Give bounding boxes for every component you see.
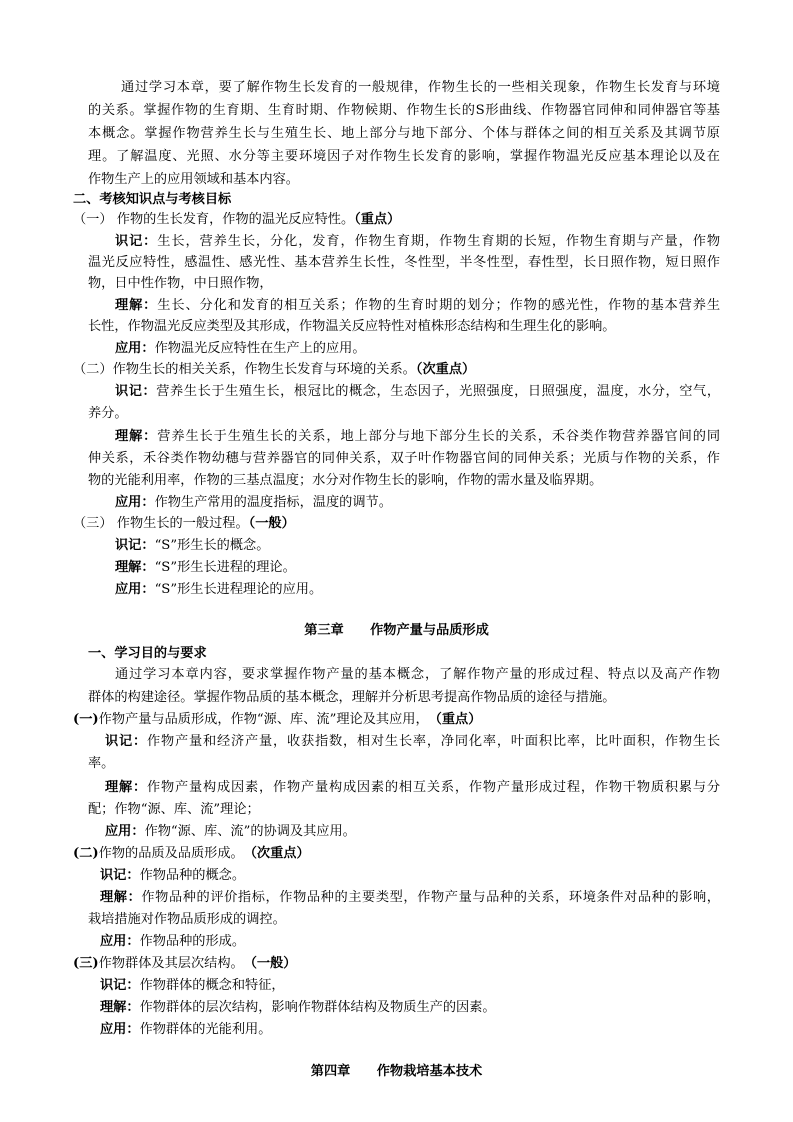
recall-text: 作物群体的概念和特征， (139, 978, 285, 993)
understand-text: 作物品种的评价指标，作物品种的主要类型，作物产量与品种的关系，环境条件对品种的影响， (141, 890, 720, 905)
ch3-item-1-recall-line-1 (105, 733, 720, 751)
item-text: 作物产量与品质形成，作物“源、库、流”理论及其应用， (98, 712, 436, 727)
apply-label: 应用： (115, 341, 155, 356)
understand-text: 营养生长于生殖生长的关系，地上部分与地下部分生长的关系，禾谷类作物营养器官间的同 (157, 429, 721, 444)
item-label: (一) (73, 712, 99, 727)
chapter-4-title: 第四章 作物栽培基本技术 (310, 1064, 483, 1079)
apply-text: 作物生产常用的温度指标，温度的调节。 (154, 495, 392, 510)
item-level: （次重点） (415, 362, 476, 377)
sec2-item-1-recall-line-2: 温光反应特性，感温性、感光性、基本营养生长性，冬性型，半冬性型，春性型，长日照作物，短日照作 (88, 255, 720, 270)
understand-label: 理解： (105, 780, 147, 795)
sec2-item-2-understand-line-3: 物的光能利用率，作物的三基点温度；水分对作物生长的影响，作物的需水量及临界期。 (88, 473, 603, 488)
recall-label: 识记： (105, 734, 147, 749)
recall-text: 作物产量和经济产量，收获指数，相对生长率，净同化率，叶面积比率，比叶面积，作物生长 (147, 734, 721, 749)
sec2-item-2-understand-line-1 (115, 428, 720, 446)
sec2-item-1-understand-line-2: 长性，作物温光反应类型及其形成，作物温关反应特性对植株形态结构和生理生化的影响。 (88, 319, 616, 334)
ch3-item-3-title (73, 955, 296, 973)
sec2-item-1-recall-line-1 (115, 233, 720, 251)
understand-label: 理解： (100, 890, 142, 905)
item-text: 作物的生长发育，作物的温光反应特性。 (112, 212, 355, 227)
apply-label: 应用： (100, 1022, 140, 1037)
sec2-item-1-title (73, 211, 400, 229)
sec2-item-2-title (73, 361, 475, 379)
item-level: （一般） (250, 956, 297, 971)
recall-text: 作物品种的概念。 (139, 868, 246, 883)
sec2-item-2-recall-line-2: 养分。 (88, 406, 128, 421)
sec2-item-2-understand-line-2: 伸关系，禾谷类作物幼穗与营养器官的同伸关系，双子叶作物器官间的同伸关系；光质与作物的关系，作 (88, 451, 720, 466)
understand-label: 理解： (115, 298, 158, 313)
ch3-item-2-title (73, 845, 310, 863)
apply-text: 作物温光反应特性在生产上的应用。 (154, 341, 366, 356)
chapter-3-title: 第三章 作物产量与品质形成 (304, 623, 489, 638)
ch3-item-1-understand-line-2: 配；作物“源、库、流”理论； (88, 802, 260, 817)
ch3-item-3-recall (100, 977, 285, 995)
intro-line-4: 理。了解温度、光照、水分等主要环境因子对作物生长发育的影响，掌握作物温光反应基本理论以及在 (88, 149, 720, 164)
recall-label: 识记： (100, 868, 140, 883)
understand-label: 理解： (115, 560, 155, 575)
sec2-item-3-recall (115, 537, 269, 555)
chapter-3-heading: 一、学习目的与要求 (88, 646, 207, 661)
apply-text: “S”形生长进程理论的应用。 (154, 582, 323, 597)
sec2-item-3-title (73, 515, 295, 533)
item-level: （一般） (248, 516, 295, 531)
understand-label: 理解： (115, 429, 158, 444)
recall-text: 营养生长于生殖生长，根冠比的概念，生态因子，光照强度，日照强度，温度，水分，空气， (156, 384, 721, 399)
item-text: 作物群体及其层次结构。 (98, 956, 251, 971)
apply-text: 作物“源、库、流”的协调及其应用。 (144, 824, 356, 839)
ch3-item-2-understand-line-1 (100, 889, 720, 907)
apply-label: 应用： (105, 824, 145, 839)
ch3-item-3-understand (100, 999, 496, 1017)
item-text: 作物生长的相关关系，作物生长发育与环境的关系。 (112, 362, 416, 377)
item-label: (二) (73, 846, 99, 861)
chapter-3-intro-line-1: 通过学习本章内容，要求掌握作物产量的基本概念，了解作物产量的形成过程、特点以及高产作物 (115, 667, 720, 682)
intro-line-3: 本概念。掌握作物营养生长与生殖生长、地上部分与地下部分、个体与群体之间的相互关系及其调节原 (88, 126, 720, 141)
item-text: 作物的品质及品质形成。 (98, 846, 251, 861)
apply-label: 应用： (115, 582, 155, 597)
chapter-3-intro-line-2: 群体的构建途径。掌握作物品质的基本概念，理解并分析思考提高作物品质的途径与措施。 (88, 690, 616, 705)
sec2-item-1-apply (115, 340, 366, 358)
ch3-item-2-apply (100, 933, 245, 951)
item-label: （三） (73, 516, 113, 531)
sec2-item-3-understand (115, 559, 296, 577)
item-label: （二） (73, 362, 113, 377)
recall-label: 识记： (115, 538, 155, 553)
apply-text: 作物品种的形成。 (139, 934, 246, 949)
item-text: 作物生长的一般过程。 (112, 516, 249, 531)
ch3-item-2-recall (100, 867, 245, 885)
item-level: （次重点） (250, 846, 310, 861)
ch3-item-1-recall-line-2: 率。 (88, 756, 115, 771)
ch3-item-1-title (73, 711, 481, 729)
sec2-item-2-apply (115, 494, 392, 512)
section-heading-exam-points: 二、考核知识点与考核目标 (73, 192, 232, 207)
recall-label: 识记： (115, 234, 158, 249)
intro-line-5: 作物生产上的应用领域和基本内容。 (88, 172, 299, 187)
apply-label: 应用： (100, 934, 140, 949)
intro-line-2: 的关系。掌握作物的生育期、生育时期、作物候期、作物生长的S形曲线、作物器官同伸和同伸器官等基 (88, 103, 720, 118)
understand-text: “S”形生长进程的理论。 (154, 560, 296, 575)
sec2-item-3-apply (115, 581, 322, 599)
ch3-item-2-understand-line-2: 栽培措施对作物品质形成的调控。 (88, 912, 286, 927)
ch3-item-3-apply (100, 1021, 271, 1039)
apply-text: 作物群体的光能利用。 (139, 1022, 272, 1037)
understand-label: 理解： (100, 1000, 140, 1015)
recall-label: 识记： (115, 384, 157, 399)
intro-line-1: 通过学习本章，要了解作物生长发育的一般规律，作物生长的一些相关现象，作物生长发育与环境 (121, 80, 720, 95)
sec2-item-1-understand-line-1 (115, 297, 720, 315)
apply-label: 应用： (115, 495, 155, 510)
sec2-item-1-recall-line-3: 物，日中性作物，中日照作物， (88, 276, 273, 291)
item-label: （一） (73, 212, 113, 227)
sec2-item-2-recall-line-1 (115, 383, 720, 401)
item-level: （重点） (435, 712, 482, 727)
recall-text: 生长，营养生长，分化，发育，作物生育期，作物生育期的长短，作物生育期与产量，作物 (157, 234, 721, 249)
ch3-item-1-apply (105, 823, 356, 841)
item-level: （重点） (354, 212, 401, 227)
recall-label: 识记： (100, 978, 140, 993)
understand-text: 生长、分化和发育的相互关系；作物的生育时期的划分；作物的感光性，作物的基本营养生 (157, 298, 721, 313)
ch3-item-1-understand-line-1 (105, 779, 720, 797)
recall-text: “S”形生长的概念。 (154, 538, 270, 553)
item-label: (三) (73, 956, 99, 971)
understand-text: 作物群体的层次结构，影响作物群体结构及物质生产的因素。 (139, 1000, 496, 1015)
understand-text: 作物产量构成因素，作物产量构成因素的相互关系，作物产量形成过程，作物干物质积累与分 (147, 780, 721, 795)
